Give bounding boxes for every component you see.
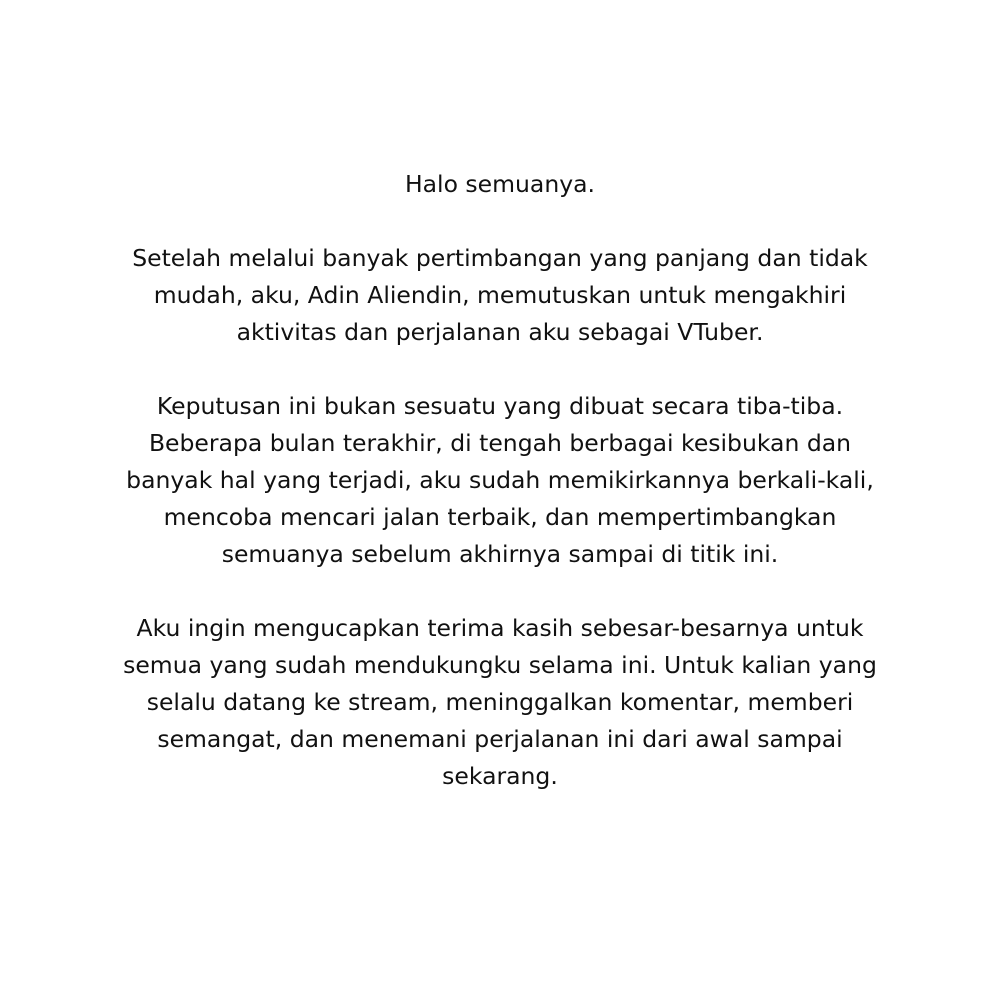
paragraph-line: selalu datang ke stream, meninggalkan komentar, memberi	[146, 688, 854, 716]
paragraph-line: sekarang.	[442, 762, 558, 790]
paragraph-line: Aku ingin mengucapkan terima kasih sebesar-besarnya untuk	[136, 614, 864, 642]
paragraph-line: mencoba mencari jalan terbaik, dan mempertimbangkan	[163, 503, 837, 531]
greeting-line: Halo semuanya.	[404, 170, 595, 198]
paragraph-line: banyak hal yang terjadi, aku sudah memikirkannya berkali-kali,	[126, 466, 874, 494]
paragraph-line: semangat, dan menemani perjalanan ini dari awal sampai	[157, 725, 843, 753]
paragraph-line: Beberapa bulan terakhir, di tengah berbagai kesibukan dan	[148, 429, 852, 457]
paragraph-line: mudah, aku, Adin Aliendin, memutuskan untuk mengakhiri	[153, 281, 847, 309]
paragraph-line: aktivitas dan perjalanan aku sebagai VTuber.	[236, 318, 764, 346]
paragraph-line: Keputusan ini bukan sesuatu yang dibuat secara tiba-tiba.	[156, 392, 844, 420]
paragraph-decision	[60, 240, 940, 351]
paragraph-reason	[60, 388, 940, 573]
greeting	[60, 166, 940, 203]
paragraph-thanks	[60, 610, 940, 795]
paragraph-line: Setelah melalui banyak pertimbangan yang panjang dan tidak	[132, 244, 868, 272]
paragraph-line: semua yang sudah mendukungku selama ini. Untuk kalian yang	[123, 651, 877, 679]
announcement-text	[60, 166, 940, 832]
paragraph-line: semuanya sebelum akhirnya sampai di titik ini.	[221, 540, 779, 568]
